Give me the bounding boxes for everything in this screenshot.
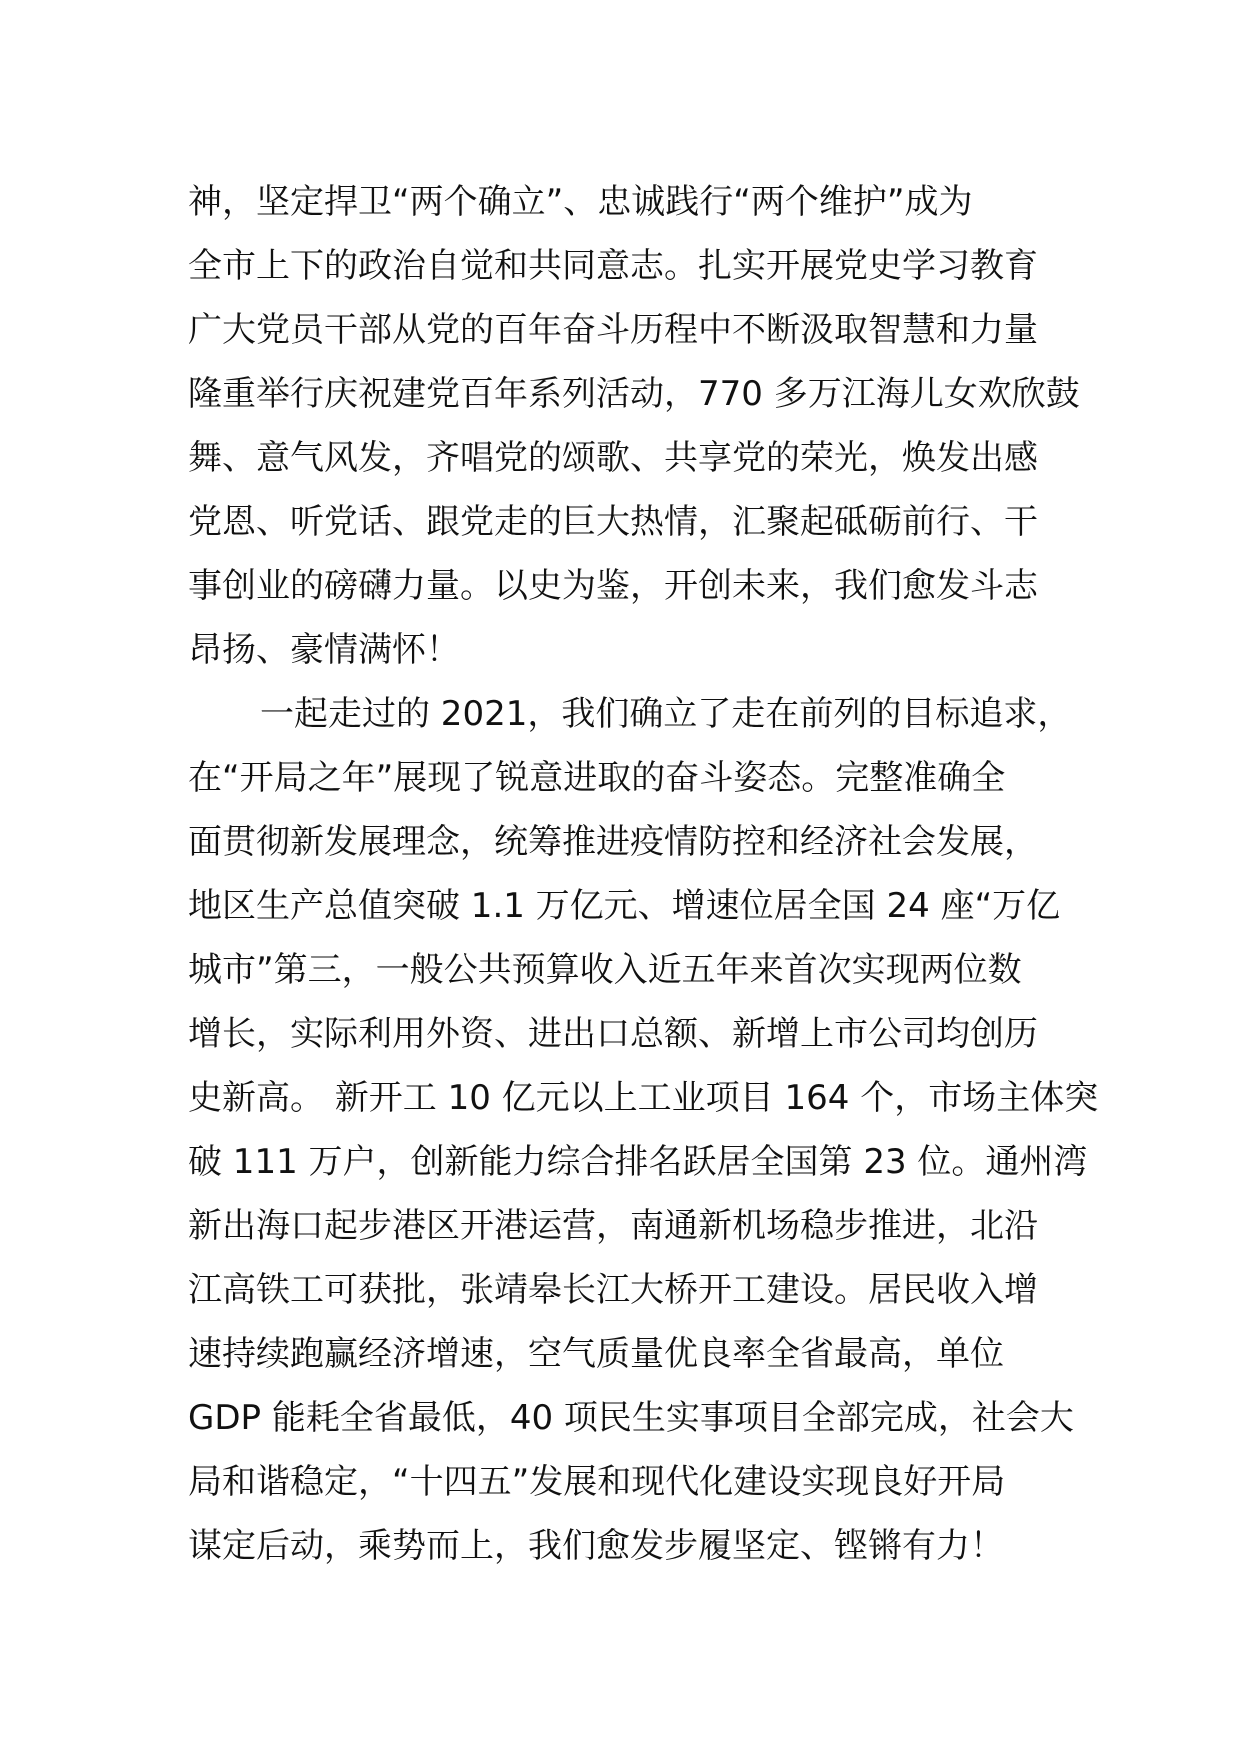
body-text <box>188 170 1099 1578</box>
text-line: 党恩、听党话、跟党走的巨大热情，汇聚起砥砺前行、干 <box>188 502 1038 542</box>
text-line: 谋定后动，乘势而上，我们愈发步履坚定、铿锵有力！ <box>188 1526 1004 1566</box>
text-line: 局和谐稳定，“十四五”发展和现代化建设实现良好开局 <box>188 1462 1006 1502</box>
text-line: 一起走过的 2021，我们确立了走在前列的目标追求， <box>260 694 1072 734</box>
text-line: 隆重举行庆祝建党百年系列活动，770 多万江海儿女欢欣鼓 <box>188 374 1080 414</box>
text-line: 神，坚定捍卫“两个确立”、忠诚践行“两个维护”成为 <box>188 182 973 222</box>
text-line: 面贯彻新发展理念，统筹推进疫情防控和经济社会发展， <box>188 822 1038 862</box>
text-line: 广大党员干部从党的百年奋斗历程中不断汲取智慧和力量 <box>188 310 1038 350</box>
text-line: 破 111 万户，创新能力综合排名跃居全国第 23 位。通州湾 <box>188 1142 1088 1182</box>
text-line: 舞、意气风发，齐唱党的颂歌、共享党的荣光，焕发出感 <box>188 438 1038 478</box>
text-line: 在“开局之年”展现了锐意进取的奋斗姿态。完整准确全 <box>188 758 1006 798</box>
text-line: 昂扬、豪情满怀！ <box>188 630 460 670</box>
paragraph-2 <box>188 682 1099 1578</box>
text-line: 速持续跑赢经济增速，空气质量优良率全省最高，单位 <box>188 1334 1004 1374</box>
text-line: GDP 能耗全省最低，40 项民生实事项目全部完成，社会大 <box>188 1398 1074 1438</box>
text-line: 事创业的磅礴力量。以史为鉴，开创未来，我们愈发斗志 <box>188 566 1038 606</box>
text-line: 全市上下的政治自觉和共同意志。扎实开展党史学习教育 <box>188 246 1038 286</box>
text-line: 增长，实际利用外资、进出口总额、新增上市公司均创历 <box>188 1014 1038 1054</box>
text-line: 新出海口起步港区开港运营，南通新机场稳步推进，北沿 <box>188 1206 1038 1246</box>
paragraph-1 <box>188 170 1080 682</box>
text-line: 城市”第三，一般公共预算收入近五年来首次实现两位数 <box>188 950 1022 990</box>
text-line: 地区生产总值突破 1.1 万亿元、增速位居全国 24 座“万亿 <box>188 886 1061 926</box>
text-line: 江高铁工可获批，张靖皋长江大桥开工建设。居民收入增 <box>188 1270 1038 1310</box>
text-line: 史新高。 新开工 10 亿元以上工业项目 164 个，市场主体突 <box>188 1078 1099 1118</box>
